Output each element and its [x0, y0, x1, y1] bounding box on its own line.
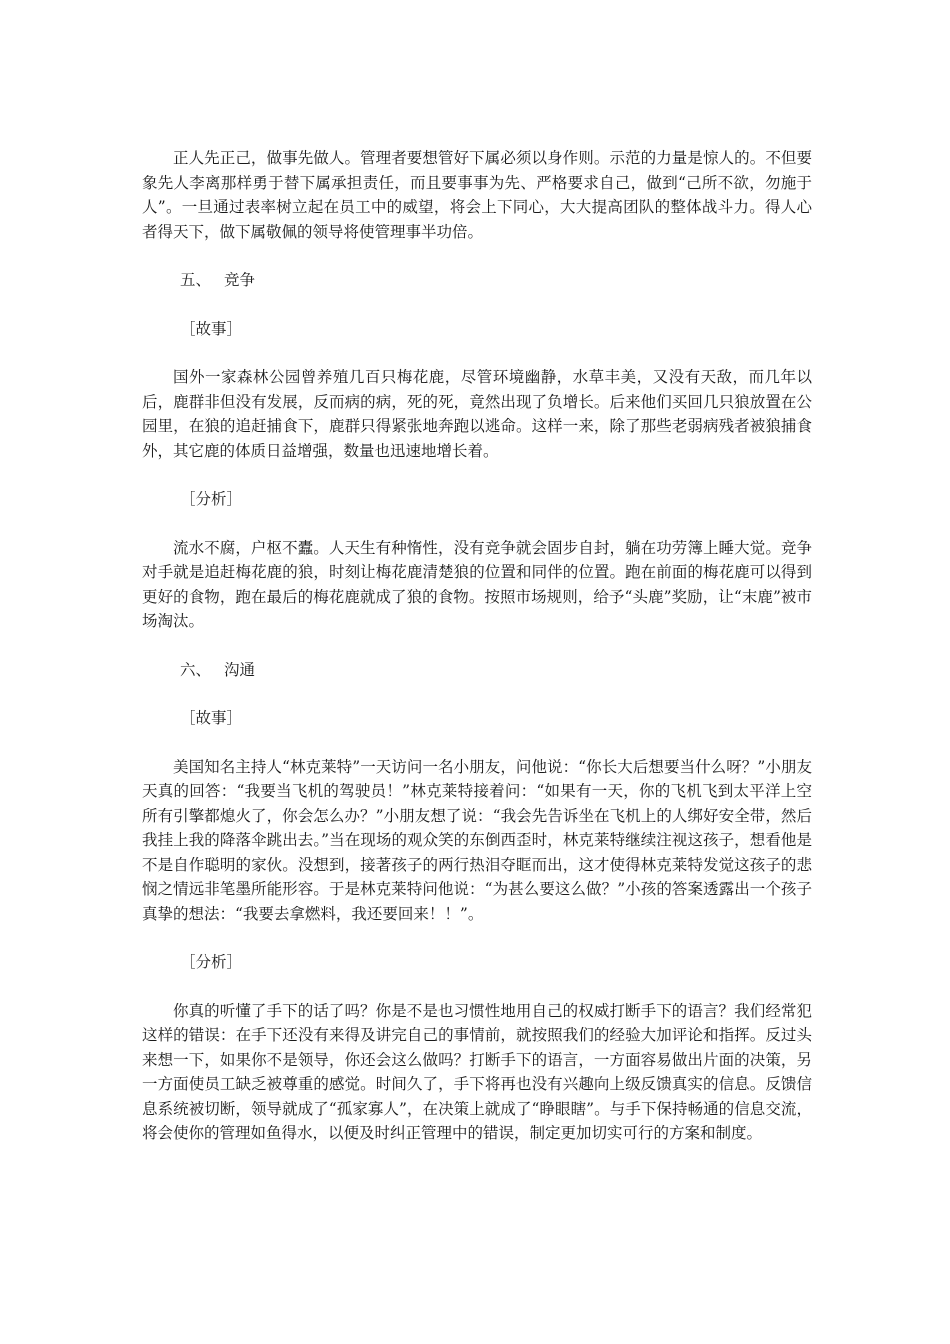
- analysis-label: ［分析］: [180, 953, 243, 971]
- document-page: [142, 146, 812, 1146]
- section-heading-competition: [142, 268, 812, 293]
- paragraph-deer-story: 国外一家森林公园曾养殖几百只梅花鹿，尽管环境幽静，水草丰美，又没有天敌，而几年以后，鹿群非但没有发展，反而病的病，死的死，竟然出现了负增长。后来他们买回几只狼放置在公园里，在狼的追赶捕食下，鹿群只得紧张地奔跑以逃命。这样一来，除了那些老弱病残者被狼捕食外，其它鹿的体质日益增强，数量也迅速地增长着。: [142, 368, 812, 460]
- paragraph-leadership-conclusion: 正人先正己，做事先做人。管理者要想管好下属必须以身作则。示范的力量是惊人的。不但要象先人李离那样勇于替下属承担责任，而且要事事为先、严格要求自己，做到“己所不欲，勿施于人”。一旦通过表率树立起在员工中的威望，将会上下同心，大大提高团队的整体战斗力。得人心者得天下，做下属敬佩的领导将使管理事半功倍。: [142, 149, 812, 241]
- paragraph-competition-analysis: 流水不腐，户枢不蠹。人天生有种惰性，没有竞争就会固步自封，躺在功劳簿上睡大觉。竞争对手就是追赶梅花鹿的狼，时刻让梅花鹿清楚狼的位置和同伴的位置。跑在前面的梅花鹿可以得到更好的食物，跑在最后的梅花鹿就成了狼的食物。按照市场规则，给予“头鹿”奖励，让“末鹿”被市场淘汰。: [142, 538, 812, 630]
- story-label: ［故事］: [180, 709, 243, 727]
- section-number: 五、: [180, 271, 212, 289]
- section-number: 六、: [180, 660, 212, 679]
- story-label: ［故事］: [180, 319, 243, 338]
- section-title: 竞争: [224, 271, 256, 289]
- paragraph-communication-analysis: 你真的听懂了手下的话了吗？你是不是也习惯性地用自己的权威打断手下的语言？我们经常犯这样的错误：在手下还没有来得及讲完自己的事情前，就按照我们的经验大加评论和指挥。反过头来想一下，如果你不是领导，你还会这么做吗？打断手下的语言，一方面容易做出片面的决策，另一方面使员工缺乏被尊重的感觉。时间久了，手下将再也没有兴趣向上级反馈真实的信息。反馈信息系统被切断，领导就成了“孤家寡人”，在决策上就成了“睁眼瞎”。与手下保持畅通的信息交流，将会使你的管理如鱼得水，以便及时纠正管理中的错误，制定更加切实可行的方案和制度。: [142, 1001, 812, 1142]
- section-title: 沟通: [224, 660, 256, 679]
- paragraph-pilot-story: 美国知名主持人“林克莱特”一天访问一名小朋友，问他说：“你长大后想要当什么呀？”小朋友天真的回答：“我要当飞机的驾驶员！”林克莱特接着问：“如果有一天，你的飞机飞到太平洋上空所有引擎都熄火了，你会怎么办？”小朋友想了说：“我会先告诉坐在飞机上的人绑好安全带，然后我挂上我的降落伞跳出去。”当在现场的观众笑的东倒西歪时，林克莱特继续注视这孩子，想看他是不是自作聪明的家伙。没想到，接著孩子的两行热泪夺眶而出，这才使得林克莱特发觉这孩子的悲悯之情远非笔墨所能形容。于是林克莱特问他说：“为甚么要这么做？”小孩的答案透露出一个孩子真挚的想法：“我要去拿燃料，我还要回来！！”。: [142, 757, 812, 923]
- analysis-label: ［分析］: [180, 490, 243, 508]
- section-heading-communication: [142, 658, 812, 683]
